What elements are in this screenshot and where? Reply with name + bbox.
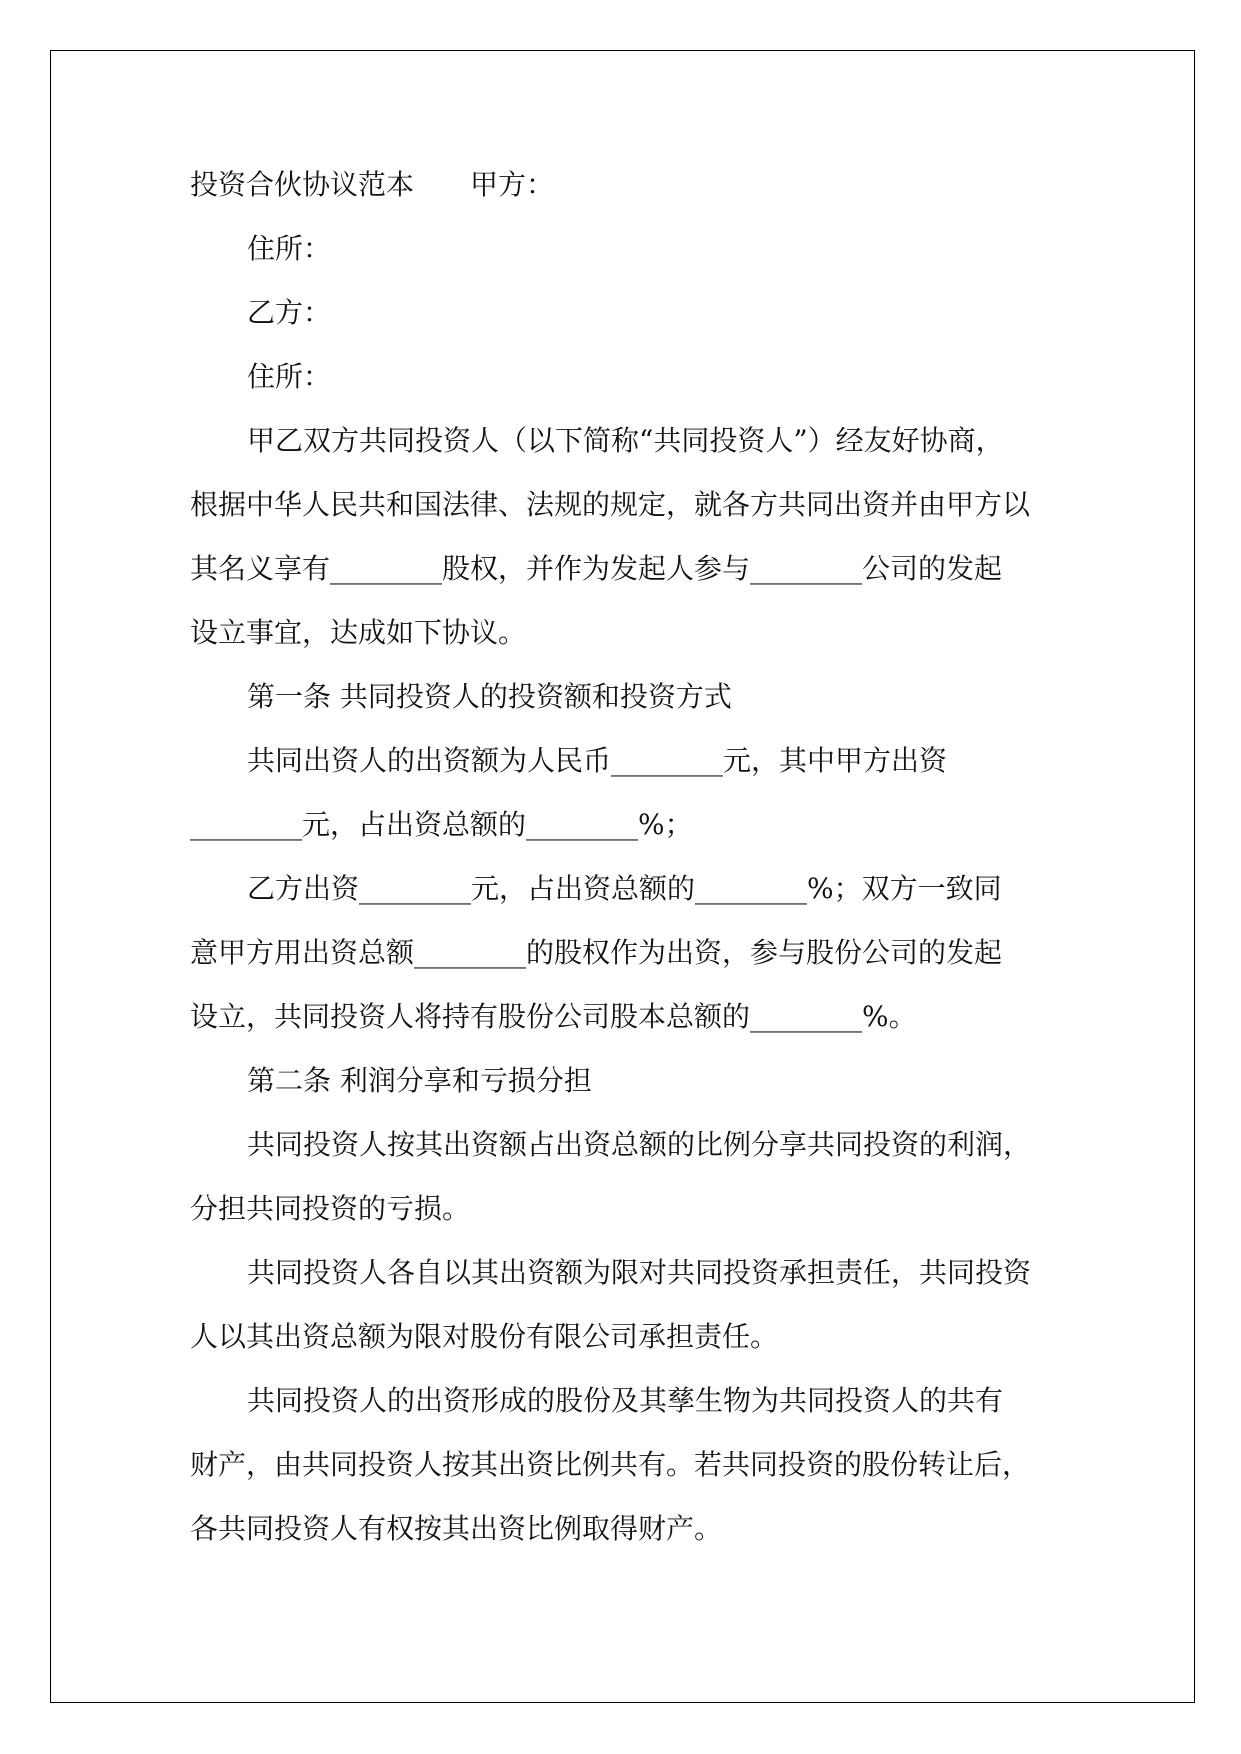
article-2-paragraph: 各共同投资人有权按其出资比例取得财产。 [190, 1512, 723, 1545]
article-2-paragraph: 共同投资人各自以其出资额为限对共同投资承担责任，共同投资 [247, 1256, 1032, 1289]
party-b-address: 住所： [247, 360, 332, 393]
party-b-label: 乙方： [247, 296, 332, 329]
article-2-paragraph: 共同投资人按其出资额占出资总额的比例分享共同投资的利润， [247, 1128, 1032, 1161]
preamble-line: 设立事宜，达成如下协议。 [190, 616, 527, 649]
article-2-paragraph: 共同投资人的出资形成的股份及其孳生物为共同投资人的共有 [247, 1384, 1004, 1417]
article-1-paragraph: 意甲方用出资总额________的股权作为出资，参与股份公司的发起 [190, 936, 1003, 969]
party-a-address: 住所： [247, 232, 332, 265]
document-body [190, 153, 1070, 1561]
article-2-paragraph: 分担共同投资的亏损。 [190, 1192, 471, 1225]
article-2-paragraph: 人以其出资总额为限对股份有限公司承担责任。 [190, 1320, 779, 1353]
article-2-paragraph: 财产，由共同投资人按其出资比例共有。若共同投资的股份转让后， [190, 1448, 1031, 1481]
article-1-paragraph: ________元，占出资总额的________%； [190, 808, 693, 841]
article-1-heading: 第一条 共同投资人的投资额和投资方式 [247, 680, 732, 713]
article-1-paragraph: 设立，共同投资人将持有股份公司股本总额的________%。 [190, 1000, 917, 1033]
preamble-line: 甲乙双方共同投资人（以下简称“共同投资人”）经友好协商， [247, 424, 1004, 457]
article-1-paragraph: 共同出资人的出资额为人民币________元，其中甲方出资 [247, 744, 948, 777]
preamble-line: 其名义享有________股权，并作为发起人参与________公司的发起 [190, 552, 1003, 585]
title-line: 投资合伙协议范本 甲方： [190, 168, 555, 201]
article-1-paragraph: 乙方出资________元，占出资总额的________%；双方一致同 [247, 872, 1002, 905]
preamble-line: 根据中华人民共和国法律、法规的规定，就各方共同出资并由甲方以 [190, 488, 1031, 521]
article-2-heading: 第二条 利润分享和亏损分担 [247, 1064, 592, 1097]
